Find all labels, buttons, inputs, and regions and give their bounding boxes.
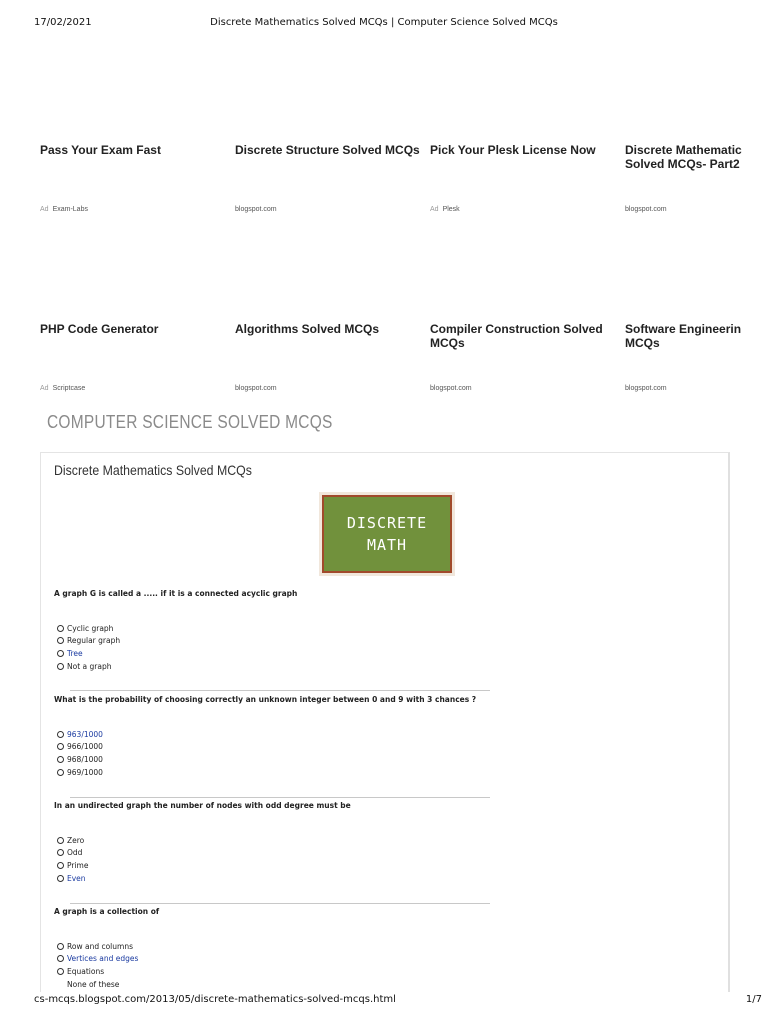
ad-card[interactable] — [625, 322, 768, 350]
ad-title-link[interactable]: Discrete Mathematic Solved MCQs- Part2 — [625, 143, 742, 171]
ad-source — [430, 385, 472, 392]
ad-source-name: Plesk — [442, 206, 460, 213]
ad-source-name: Exam-Labs — [52, 206, 88, 213]
ad-source-name: Scriptcase — [52, 385, 86, 392]
answer-option-label: Prime — [67, 860, 89, 870]
ad-title-link[interactable]: Pick Your Plesk License Now — [430, 143, 596, 157]
answer-option[interactable] — [57, 741, 103, 753]
answer-option[interactable] — [57, 635, 120, 647]
question-text: What is the probability of choosing correctly an unknown integer between 0 and 9 with 3 chances ? — [54, 695, 477, 704]
print-url: cs-mcqs.blogspot.com/2013/05/discrete-mathematics-solved-mcqs.html — [34, 994, 396, 1005]
ad-badge: Ad — [430, 206, 439, 213]
ad-title-link[interactable]: PHP Code Generator — [40, 322, 159, 336]
ad-card[interactable] — [625, 143, 768, 171]
answer-option[interactable] — [57, 766, 103, 778]
question-separator — [70, 690, 490, 691]
question-text: In an undirected graph the number of nodes with odd degree must be — [54, 801, 351, 810]
ad-badge: Ad — [40, 385, 49, 392]
answer-option[interactable] — [57, 753, 103, 765]
answer-option[interactable] — [57, 647, 83, 659]
ad-card[interactable] — [235, 143, 425, 157]
ad-card[interactable] — [235, 322, 425, 336]
answer-option[interactable] — [57, 847, 82, 859]
ad-source — [235, 385, 277, 392]
radio-button[interactable] — [57, 663, 64, 670]
answer-option-label: Not a graph — [67, 661, 112, 671]
print-page-number: 1/7 — [745, 994, 762, 1005]
ad-source — [625, 206, 667, 213]
answer-option-label: 963/1000 — [67, 729, 103, 739]
radio-button[interactable] — [57, 943, 64, 950]
logo-line: MATH — [366, 536, 408, 554]
radio-button[interactable] — [57, 743, 64, 750]
ad-source — [40, 206, 88, 213]
answer-option-label: Vertices and edges — [67, 954, 139, 964]
answer-option-label: Odd — [67, 848, 83, 858]
answer-option[interactable] — [57, 953, 138, 965]
answer-option-label: Row and columns — [67, 941, 133, 951]
question-separator — [70, 903, 490, 904]
site-title[interactable]: COMPUTER SCIENCE SOLVED MCQS — [47, 412, 333, 432]
radio-button[interactable] — [57, 650, 64, 657]
answer-option[interactable] — [57, 940, 133, 952]
radio-button[interactable] — [57, 849, 64, 856]
ad-card[interactable] — [40, 143, 230, 157]
ad-card[interactable] — [430, 143, 620, 157]
radio-button[interactable] — [57, 875, 64, 882]
answer-option[interactable] — [57, 728, 103, 740]
question-text: A graph G is called a ..... if it is a connected acyclic graph — [54, 589, 298, 598]
print-page-title: Discrete Mathematics Solved MCQs | Computer Science Solved MCQs — [210, 17, 558, 28]
discrete-math-logo — [319, 492, 455, 576]
answer-option-label: 966/1000 — [67, 742, 103, 752]
ad-source — [235, 206, 277, 213]
answer-option-label: Cyclic graph — [67, 623, 114, 633]
radio-button[interactable] — [57, 862, 64, 869]
radio-button[interactable] — [57, 625, 64, 632]
print-date: 17/02/2021 — [34, 17, 92, 28]
ad-card[interactable] — [40, 322, 230, 336]
ad-title-link[interactable]: Discrete Structure Solved MCQs — [235, 143, 420, 157]
radio-button[interactable] — [57, 837, 64, 844]
answer-option-label: 968/1000 — [67, 754, 103, 764]
answer-option[interactable] — [67, 978, 119, 990]
chalkboard-image — [322, 495, 452, 573]
answer-option-label: Equations — [67, 966, 105, 976]
ad-title-link[interactable]: Pass Your Exam Fast — [40, 143, 161, 157]
answer-option-label: Even — [67, 873, 86, 883]
ad-source-name: blogspot.com — [235, 385, 277, 392]
radio-button[interactable] — [57, 756, 64, 763]
ad-source — [430, 206, 460, 213]
ad-title-link[interactable]: Algorithms Solved MCQs — [235, 322, 380, 336]
answer-option[interactable] — [57, 834, 84, 846]
ad-source — [40, 385, 85, 392]
ad-card[interactable] — [430, 322, 620, 350]
answer-option-label: Tree — [67, 648, 83, 658]
ad-title-link[interactable]: Software Engineerin MCQs — [625, 322, 742, 350]
answer-option-label: None of these — [67, 979, 120, 989]
ad-title-link[interactable]: Compiler Construction Solved MCQs — [430, 322, 603, 350]
ad-source-name: blogspot.com — [235, 206, 277, 213]
post-title[interactable]: Discrete Mathematics Solved MCQs — [54, 462, 252, 478]
radio-button[interactable] — [57, 955, 64, 962]
ad-source-name: blogspot.com — [430, 385, 472, 392]
logo-line: DISCRETE — [346, 514, 428, 532]
radio-button[interactable] — [57, 731, 64, 738]
answer-option-label: Regular graph — [67, 636, 121, 646]
question-separator — [70, 797, 490, 798]
answer-option[interactable] — [57, 859, 88, 871]
radio-button[interactable] — [57, 968, 64, 975]
radio-button[interactable] — [57, 769, 64, 776]
radio-button[interactable] — [57, 637, 64, 644]
answer-option[interactable] — [57, 622, 113, 634]
ad-source-name: blogspot.com — [625, 385, 667, 392]
answer-option[interactable] — [57, 965, 104, 977]
question-text: A graph is a collection of — [54, 907, 160, 916]
ad-source-name: blogspot.com — [625, 206, 667, 213]
ad-badge: Ad — [40, 206, 49, 213]
answer-option[interactable] — [57, 660, 111, 672]
ad-source — [625, 385, 667, 392]
answer-option[interactable] — [57, 872, 86, 884]
answer-option-label: Zero — [67, 835, 85, 845]
answer-option-label: 969/1000 — [67, 767, 103, 777]
